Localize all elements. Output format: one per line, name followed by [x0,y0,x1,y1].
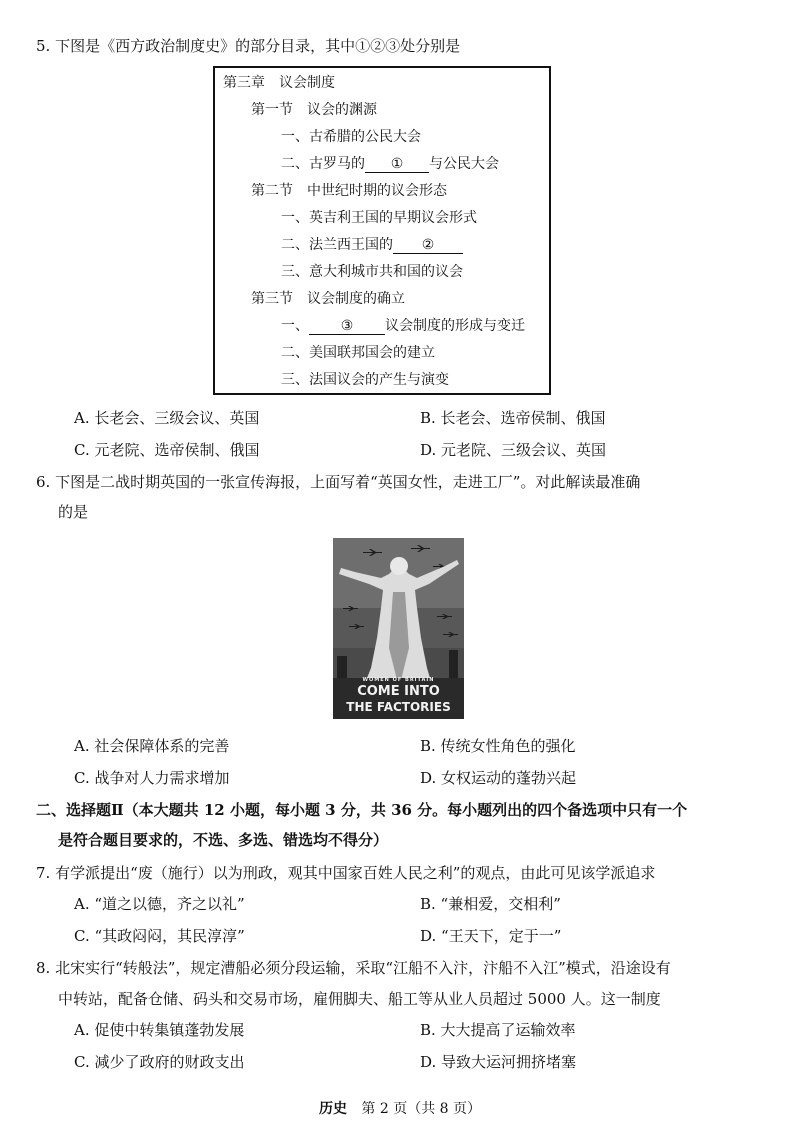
toc-text: 议会制度的形成与变迁 [385,318,525,334]
toc-item: 三、意大利城市共和国的议会 [281,264,463,280]
q6-option-c[interactable]: C. 战争对人力需求增加 [74,769,230,787]
page-footer [0,1098,800,1118]
q8-option-a[interactable]: A. 促使中转集镇蓬勃发展 [74,1021,245,1039]
q8-stem-line2: 中转站，配备仓储、码头和交易市场，雇佣脚夫、船工等从业人员超过 5000 人。这一制度 [58,990,661,1008]
toc-item-with-blank-3 [281,317,525,335]
q7-option-c[interactable]: C. “其政闷闷，其民淳淳” [74,927,245,945]
toc-item-with-blank-2 [281,236,463,254]
propaganda-poster [333,538,464,719]
toc-box [213,66,551,395]
toc-item: 二、美国联邦国会的建立 [281,345,435,361]
blank-2: ② [393,237,463,254]
toc-text: 二、法兰西王国的 [281,237,393,253]
q5-option-a[interactable]: A. 长老会、三级会议、英国 [74,409,260,427]
blank-1: ① [365,156,429,173]
toc-chapter: 第三章 议会制度 [223,75,335,91]
blank-3: ③ [309,318,385,335]
q8-option-d[interactable]: D. 导致大运河拥挤堵塞 [420,1053,577,1071]
q5-option-d[interactable]: D. 元老院、三级会议、英国 [420,441,607,459]
q6-option-a[interactable]: A. 社会保障体系的完善 [74,737,230,755]
q7-option-d[interactable]: D. “王天下，定于一” [420,927,562,945]
q5-option-b[interactable]: B. 长老会、选帝侯制、俄国 [420,409,606,427]
footer-page-number: 第 2 页（共 8 页） [361,1101,482,1117]
q8-stem-line1: 8. 北宋实行“转般法”，规定漕船必须分段运输，采取“江船不入汴，汴船不入江”模式，沿途设有 [36,959,671,977]
toc-item: 三、法国议会的产生与演变 [281,372,449,388]
q6-stem-line1: 6. 下图是二战时期英国的一张宣传海报，上面写着“英国女性，走进工厂”。对此解读最准确 [36,473,641,491]
toc-section-2: 第二节 中世纪时期的议会形态 [251,183,447,199]
toc-section-3: 第三节 议会制度的确立 [251,291,405,307]
q8-option-c[interactable]: C. 减少了政府的财政支出 [74,1053,245,1071]
q7-option-b[interactable]: B. “兼相爱，交相利” [420,895,561,913]
section-2-heading-line2: 是符合题目要求的，不选、多选、错选均不得分） [58,831,389,849]
toc-item: 一、古希腊的公民大会 [281,129,421,145]
q5-option-c[interactable]: C. 元老院、选帝侯制、俄国 [74,441,260,459]
q6-stem-line2: 的是 [58,503,89,521]
poster-small-caption: WOMEN OF BRITAIN [362,677,435,683]
toc-item: 一、英吉利王国的早期议会形式 [281,210,477,226]
q8-option-b[interactable]: B. 大大提高了运输效率 [420,1021,576,1039]
section-2-heading-line1: 二、选择题Ⅱ（本大题共 12 小题，每小题 3 分，共 36 分。每小题列出的四个备选项中只有一个 [36,801,688,819]
toc-text: 一、 [281,318,309,334]
q6-option-d[interactable]: D. 女权运动的蓬勃兴起 [420,769,577,787]
footer-subject: 历史 [318,1101,347,1117]
toc-item-with-blank-1 [281,155,499,173]
toc-text: 二、古罗马的 [281,156,365,172]
poster-caption-line1: COME INTO [357,684,440,699]
poster-caption-line2: THE FACTORIES [346,700,451,714]
q7-stem: 7. 有学派提出“废（施行）以为刑政，观其中国家百姓人民之利”的观点，由此可见该学派追求 [36,864,656,882]
q6-option-b[interactable]: B. 传统女性角色的强化 [420,737,576,755]
q5-stem: 5. 下图是《西方政治制度史》的部分目录，其中①②③处分别是 [36,37,461,55]
q7-option-a[interactable]: A. “道之以德，齐之以礼” [74,895,245,913]
toc-section-1: 第一节 议会的渊源 [251,102,377,118]
toc-text: 与公民大会 [429,156,499,172]
